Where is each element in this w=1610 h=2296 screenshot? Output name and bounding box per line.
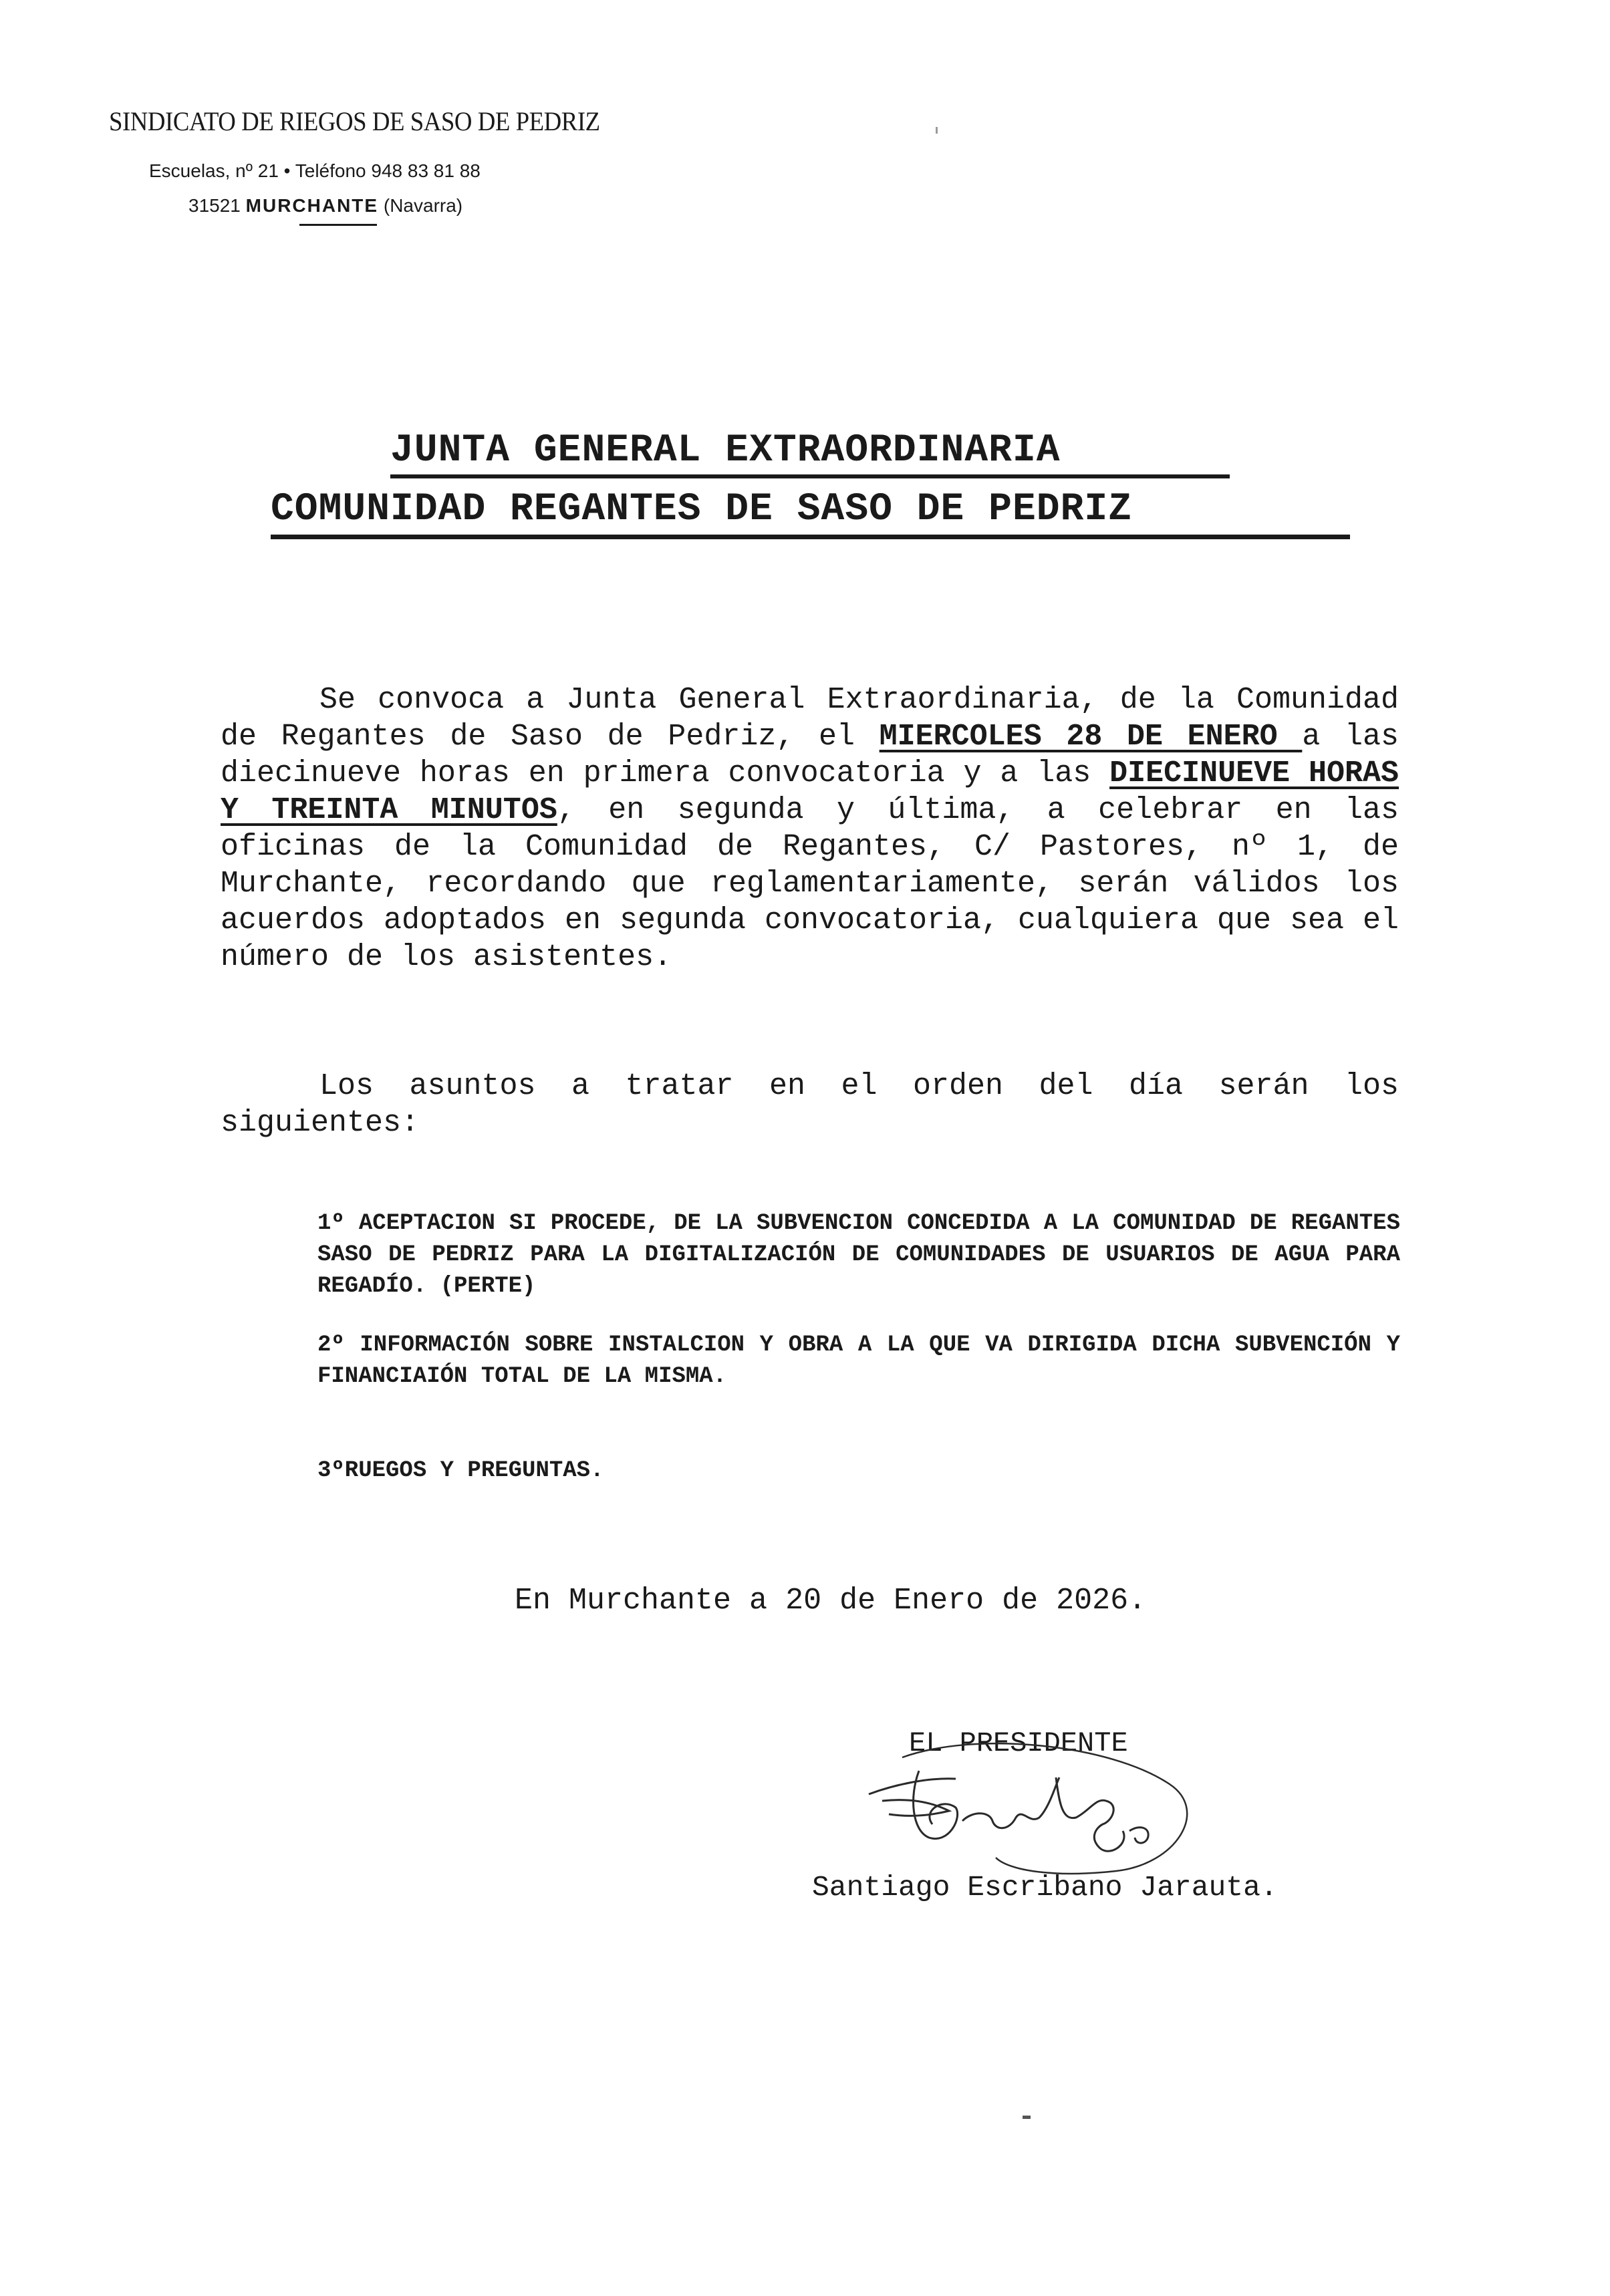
paragraph-text: Se convoca a Junta General Extraordinaria, de la Comunidad de Regantes de Saso de Pedriz, el [221,683,1399,754]
letterhead-region: (Navarra) [383,195,463,216]
paragraph-text: , en segunda y última, a celebrar en las oficinas de la Comunidad de Regantes, C/ Pastores, nº 1, de Murchante, recordando que reglamentariamente, serán válidos los acuerdos adoptados en segunda convocatoria, cualquiera que sea el número de los asistentes. [221,793,1399,974]
letterhead-address: Escuelas, nº 21 • Teléfono 948 83 81 88 [149,160,481,181]
letterhead-underline [299,224,377,226]
signer-title: EL PRESIDENTE [909,1727,1128,1759]
paragraph-text: a las diecinueve horas en primera convocatoria y a las [221,720,1399,791]
agenda-item: 3ºRUEGOS Y PREGUNTAS. [317,1458,604,1483]
title-1-underline [390,474,1230,478]
place-date-line: En Murchante a 20 de Enero de 2026. [515,1584,1147,1618]
title-2-underline [271,535,1350,539]
letterhead-postal-code: 31521 [188,195,241,216]
document-title-line-1: JUNTA GENERAL EXTRAORDINARIA [390,429,1061,472]
meeting-date: MIERCOLES 28 DE ENERO [879,720,1303,754]
scan-speck [1023,2116,1031,2119]
signer-name: Santiago Escribano Jarauta. [812,1871,1278,1904]
letterhead-city: MURCHANTE [245,195,379,216]
convocation-paragraph [221,682,1399,976]
scan-speck [936,127,938,134]
agenda-item: 1º ACEPTACION SI PROCEDE, DE LA SUBVENCION CONCEDIDA A LA COMUNIDAD DE REGANTES SASO DE PEDRIZ PARA LA DIGITALIZACIÓN DE COMUNIDADES DE USUARIOS DE AGUA PARA REGADÍO. (PERTE) [317,1211,1400,1299]
letterhead-org-name: SINDICATO DE RIEGOS DE SASO DE PEDRIZ [109,106,600,136]
agenda-intro: Los asuntos a tratar en el orden del día serán los siguientes: [221,1069,1399,1140]
letterhead-city-line [188,195,462,217]
document-title-line-2: COMUNIDAD REGANTES DE SASO DE PEDRIZ [271,488,1133,531]
second-call-time: DIECINUEVE HORAS Y TREINTA MINUTOS [221,756,1399,827]
agenda-item: 2º INFORMACIÓN SOBRE INSTALCION Y OBRA A LA QUE VA DIRIGIDA DICHA SUBVENCIÓN Y FINANCIAIÓN TOTAL DE LA MISMA. [317,1332,1400,1389]
handwritten-signature [855,1737,1203,1891]
